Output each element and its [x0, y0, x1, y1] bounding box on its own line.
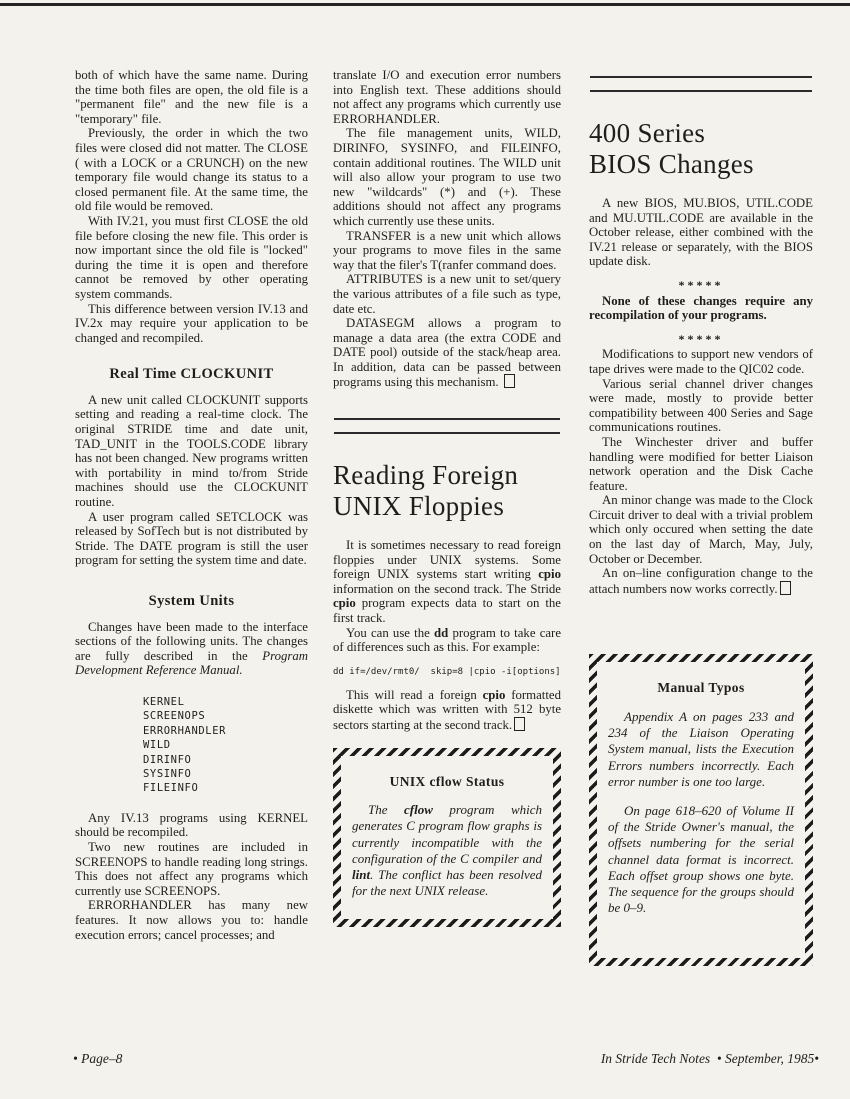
paragraph: With IV.21, you must first CLOSE the old file before closing the new file. This order is now important since the old file is "locked" during the time it is open and therefore cannot be removed by other operating system commands. [75, 213, 308, 301]
end-of-article-icon [504, 374, 515, 388]
three-column-layout [75, 68, 813, 966]
stars-separator: ***** [678, 331, 724, 346]
paragraph: Any IV.13 programs using KERNEL should be recompiled. [75, 810, 308, 840]
section-heading-clockunit: Real Time CLOCKUNIT [109, 366, 274, 383]
article-title-line: UNIX Floppies [333, 491, 505, 522]
stars-separator: ***** [678, 277, 724, 292]
article-divider-rule [334, 418, 560, 434]
paragraph: You can use the dd program to take care of differences such as this. For example: [333, 625, 561, 655]
list-item: SCREENOPS [143, 710, 206, 723]
article-title-line: BIOS Changes [589, 149, 754, 179]
paragraph: DATASEGM allows a program to manage a data area (the extra CODE and DATE pool) outside of the stack/heap area. In addition, data can be passed between programs using this mechanism. [333, 316, 561, 390]
paragraph: The Winchester driver and buffer handling were modified for better Liaison network operation and the Disk Cache feature. [589, 434, 813, 493]
paragraph: TRANSFER is a new unit which allows your programs to move files in the same way that the filer's T(ranfer command does. [333, 228, 561, 272]
paragraph: An minor change was made to the Clock Circuit driver to deal with a trivial problem which only occured when setting the date on the last day of March, May, July, October or December. [589, 493, 813, 566]
code-sample-dd-command: dd if=/dev/rmt0/ skip=8 |cpio -i[options] [333, 666, 561, 677]
article-divider-rule [590, 76, 812, 92]
paragraph-emphasis: None of these changes require any recompilation of your programs. [589, 293, 813, 323]
status-box-title: UNIX cflow Status [389, 773, 505, 789]
system-units-list [143, 695, 308, 796]
paragraph: translate I/O and execution error numbers into English text. These additions should not affect any programs which currently use ERRORHANDLER. [333, 68, 561, 126]
paragraph: Various serial channel driver changes were made, mostly to provide better compatibility between 400 Series and Sage communications routines. [589, 376, 813, 435]
paragraph: Previously, the order in which the two files were closed did not matter. The CLOSE ( with a LOCK or a CRUNCH) on the new temporary file would change its status to a closed permanent file. At the same time, the old file would be removed. [75, 126, 308, 214]
list-item: FILEINFO [143, 782, 199, 795]
status-box-body: The cflow program which generates C program flow graphs is currently incompatible with the configuration of the C compiler and lint. The conflict has been resolved for the next UNIX release. [352, 802, 543, 899]
paragraph: Changes have been made to the interface sections of the following units. The changes are fully described in the Program Development Reference Manual. [75, 619, 308, 678]
manual-typos-box [589, 654, 813, 966]
paragraph: ATTRIBUTES is a new unit to set/query the various attributes of a file such as type, date etc. [333, 272, 561, 316]
list-item: KERNEL [143, 695, 185, 708]
end-of-article-icon [514, 717, 525, 731]
paragraph: both of which have the same name. During the time both files are open, the old file is a "permanent file" and the new file is a "temporary" file. [75, 68, 308, 126]
paragraph: A new unit called CLOCKUNIT supports setting and reading a real-time clock. The original STRIDE time and date unit, TAD_UNIT in the TOOLS.CODE library has not been changed. New programs written with portability in mind to/from Stride machines should use the CLOCKUNIT routine. [75, 392, 308, 510]
section-heading-system-units: System Units [148, 593, 235, 609]
manual-typos-paragraph: Appendix A on pages 233 and 234 of the Liaison Operating System manual, lists the Execution Errors numbers incorrectly. Each error number is one too large. [608, 709, 794, 789]
paragraph: It is sometimes necessary to read foreign floppies under UNIX systems. Some foreign UNIX systems start writing cpio information on the second track. The Stride cpio program expects data to start on the first track. [333, 538, 561, 626]
paragraph: This difference between version IV.13 and IV.2x may require your application to be changed and recompiled. [75, 301, 308, 345]
manual-typos-box-title: Manual Typos [657, 680, 745, 696]
paragraph: Two new routines are included in SCREENOPS to handle reading long strings. This does not affect any programs which currently use SCREENOPS. [75, 840, 308, 898]
footer-page-number: • Page–8 [73, 1051, 123, 1066]
end-of-article-icon [780, 581, 791, 595]
column-right [589, 68, 813, 966]
paragraph: This will read a foreign cpio formatted diskette which was written with 512 byte sectors starting at the second track. [333, 687, 561, 732]
paragraph: An on–line configuration change to the attach numbers now works correctly. [589, 566, 813, 596]
article-title-400-series-bios-changes [589, 118, 813, 180]
manual-typos-paragraph: On page 618–620 of Volume II of the Stride Owner's manual, the offsets numbering for the serial channel data format is incorrect. Each offset group shows one byte. The sequence for the groups should be 0–9. [608, 803, 794, 916]
list-item: WILD [143, 739, 171, 752]
manual-typos-box-inner [597, 662, 805, 958]
scan-edge-line [0, 3, 850, 6]
list-item: ERRORHANDLER [143, 724, 227, 737]
paragraph: The file management units, WILD, DIRINFO, SYSINFO, and FILEINFO, contain additional routines. The WILD unit will also allow your program to use two new "wildcards" (*) and (+). These additions should not affect any programs which currently use these units. [333, 126, 561, 228]
column-middle [333, 68, 561, 966]
footer-publication-title: In Stride Tech Notes • September, 1985• [600, 1051, 819, 1066]
paragraph: A user program called SETCLOCK was released by SofTech but is not distributed by Stride. The DATE program is still the user program for setting the system time and date. [75, 509, 308, 568]
list-item: DIRINFO [143, 753, 192, 766]
paragraph: A new BIOS, MU.BIOS, UTIL.CODE and MU.UTIL.CODE are available in the October release, either combined with the IV.21 release or separately, with the BIOS update disk. [589, 196, 813, 269]
list-item: SYSINFO [143, 768, 192, 780]
article-title-reading-foreign-unix-floppies [333, 460, 561, 522]
article-title-line: 400 Series [589, 118, 706, 148]
article-title-line: Reading Foreign [333, 460, 519, 491]
status-box-inner [341, 756, 553, 920]
paragraph: ERRORHANDLER has many new features. It now allows you to: handle execution errors; cancel processes; and [75, 898, 308, 942]
column-left [75, 68, 308, 966]
paragraph: Modifications to support new vendors of tape drives were made to the QIC02 code. [589, 347, 813, 376]
status-box-unix-cflow [333, 748, 561, 928]
